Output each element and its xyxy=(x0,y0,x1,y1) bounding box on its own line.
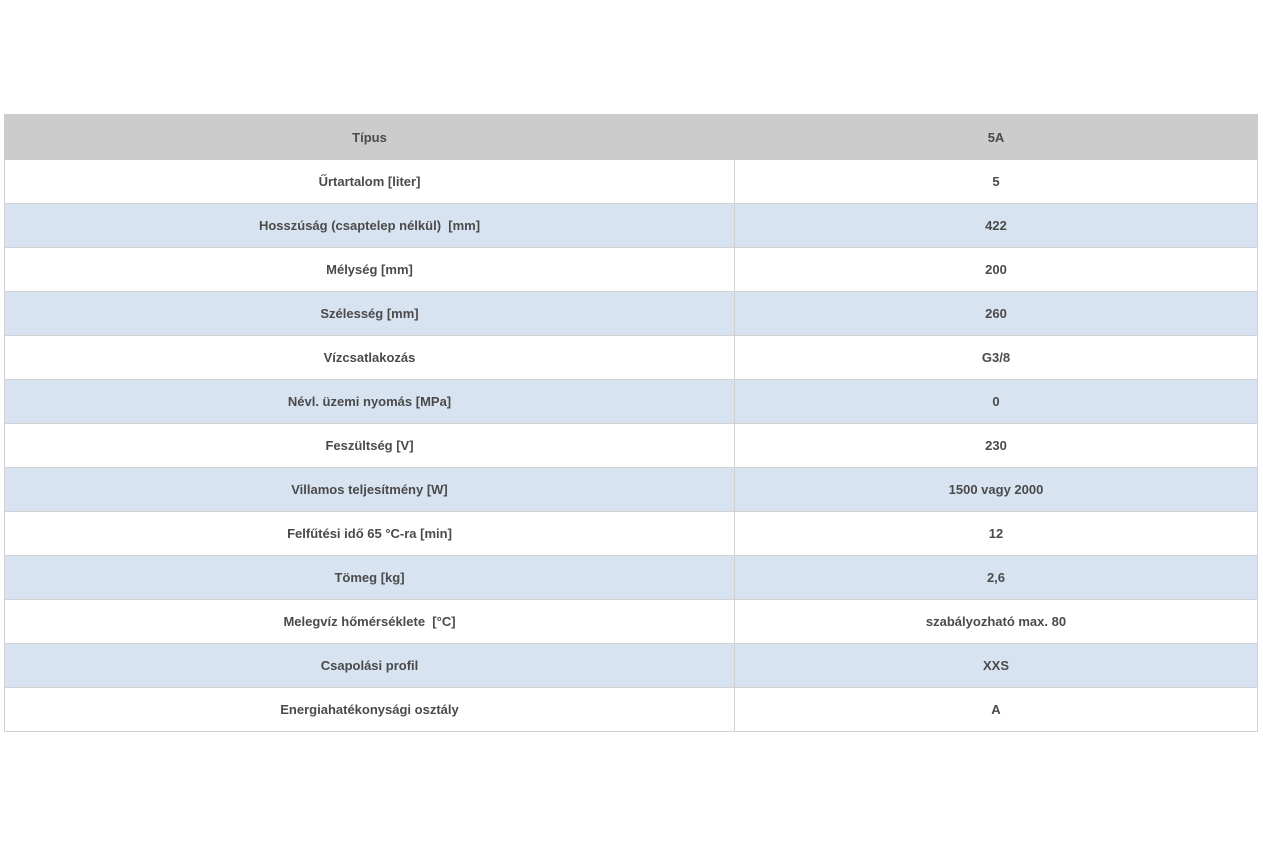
row-value: 1500 vagy 2000 xyxy=(735,468,1258,512)
table-row xyxy=(5,336,1258,380)
table-row xyxy=(5,248,1258,292)
row-label: Hosszúság (csaptelep nélkül) [mm] xyxy=(5,204,735,248)
row-label: Mélység [mm] xyxy=(5,248,735,292)
table-row xyxy=(5,292,1258,336)
row-label: Névl. üzemi nyomás [MPa] xyxy=(5,380,735,424)
spec-table xyxy=(4,114,1258,732)
table-row xyxy=(5,380,1258,424)
header-label: Típus xyxy=(5,115,735,160)
row-value: 0 xyxy=(735,380,1258,424)
row-value: 200 xyxy=(735,248,1258,292)
table-row xyxy=(5,468,1258,512)
header-value: 5A xyxy=(735,115,1258,160)
row-label: Tömeg [kg] xyxy=(5,556,735,600)
row-label: Melegvíz hőmérséklete [°C] xyxy=(5,600,735,644)
row-label: Szélesség [mm] xyxy=(5,292,735,336)
row-value: G3/8 xyxy=(735,336,1258,380)
row-value: XXS xyxy=(735,644,1258,688)
row-label: Csapolási profil xyxy=(5,644,735,688)
row-value: 260 xyxy=(735,292,1258,336)
row-label: Feszültség [V] xyxy=(5,424,735,468)
header-row xyxy=(5,115,1258,160)
row-label: Vízcsatlakozás xyxy=(5,336,735,380)
table-row xyxy=(5,688,1258,732)
table-row xyxy=(5,424,1258,468)
table-row xyxy=(5,644,1258,688)
row-value: 422 xyxy=(735,204,1258,248)
row-label: Energiahatékonysági osztály xyxy=(5,688,735,732)
table-row xyxy=(5,512,1258,556)
table-row xyxy=(5,556,1258,600)
row-label: Villamos teljesítmény [W] xyxy=(5,468,735,512)
row-value: 2,6 xyxy=(735,556,1258,600)
row-value: A xyxy=(735,688,1258,732)
spec-table-body xyxy=(5,160,1258,732)
row-value: 230 xyxy=(735,424,1258,468)
row-value: 5 xyxy=(735,160,1258,204)
table-row xyxy=(5,160,1258,204)
row-value: szabályozható max. 80 xyxy=(735,600,1258,644)
spec-table-header xyxy=(5,115,1258,160)
row-value: 12 xyxy=(735,512,1258,556)
table-row xyxy=(5,204,1258,248)
row-label: Űrtartalom [liter] xyxy=(5,160,735,204)
row-label: Felfűtési idő 65 °C-ra [min] xyxy=(5,512,735,556)
table-row xyxy=(5,600,1258,644)
